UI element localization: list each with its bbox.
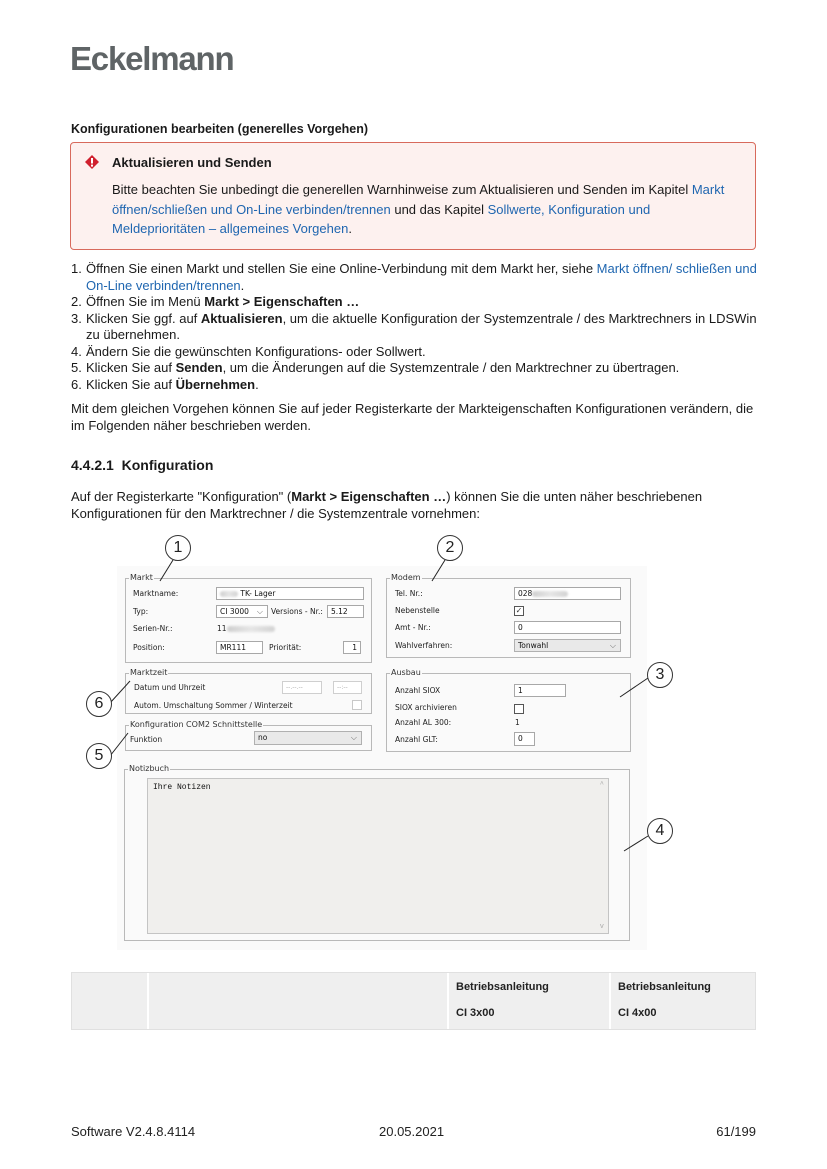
eckelmann-logo: Eckelmann — [70, 40, 234, 77]
group-legend: Notizbuch — [129, 764, 170, 773]
callout-3: 3 — [647, 662, 673, 688]
step-number: 4. — [71, 343, 82, 359]
label-typ: Typ: — [133, 607, 149, 616]
warning-title: Aktualisieren und Senden — [112, 155, 272, 170]
label-version: Versions - Nr.: — [271, 607, 323, 616]
chevron-down-icon: ⌵ — [609, 641, 616, 650]
step-bold: Aktualisieren — [200, 310, 283, 326]
step-bold: Übernehmen — [175, 376, 256, 392]
datum-input[interactable]: --.--.-- — [282, 681, 322, 694]
label-autom-umschaltung: Autom. Umschaltung Sommer / Winterzeit — [134, 701, 293, 710]
table-cell-empty — [149, 973, 449, 1029]
serien-text: 11 — [217, 624, 227, 633]
group-legend: Marktzeit — [130, 668, 168, 677]
table-text: CI 3x00 — [456, 1007, 495, 1019]
table-text: Betriebsanleitung — [618, 981, 711, 993]
notizbuch-text: Ihre Notizen — [153, 783, 211, 792]
wahlverfahren-value: Tonwahl — [518, 641, 549, 650]
step-bold: Markt > Eigenschaften … — [204, 294, 360, 309]
step-text: Klicken Sie auf — [86, 376, 176, 392]
para-text: Auf der Registerkarte "Konfiguration" ( — [71, 489, 292, 504]
label-wahlverfahren: Wahlverfahren: — [395, 641, 453, 650]
label-anzahl-siox: Anzahl SIOX — [395, 686, 441, 695]
anzahl-al300-value: 1 — [515, 718, 520, 727]
callout-4: 4 — [647, 818, 673, 844]
footer-software-version: Software V2.4.8.4114 — [71, 1124, 196, 1139]
table-text: Betriebsanleitung — [456, 981, 549, 993]
step-text: , um die Änderungen auf die Systemzentrale / den Marktrechner zu übertragen. — [222, 360, 680, 375]
nebenstelle-checkbox[interactable]: ✓ — [515, 606, 523, 615]
group-legend: Konfiguration COM2 Schnittstelle — [130, 720, 263, 729]
footer-date: 20.05.2021 — [379, 1124, 445, 1139]
para-text: ) können Sie die unten näher beschriebenen Konfigurationen für den Marktrechner / die Systemzentrale vornehmen: — [71, 489, 703, 521]
link-sollwerte-konfiguration[interactable]: Sollwerte, Konfiguration und Meldeprioritäten – allgemeines Vorgehen — [112, 201, 651, 236]
label-funktion: Funktion — [130, 735, 163, 744]
version-input[interactable]: 5.12 — [327, 605, 364, 618]
warning-text: und das Kapitel — [390, 201, 488, 217]
label-tel: Tel. Nr.: — [395, 589, 423, 598]
link-markt-oeffnen-step[interactable]: Markt öffnen/ schließen und On-Line verbinden/trennen — [86, 261, 757, 293]
group-legend: Modem — [391, 573, 421, 582]
label-amt: Amt - Nr.: — [395, 623, 431, 632]
table-cell-empty — [72, 973, 149, 1029]
scroll-down-icon[interactable]: v — [599, 923, 604, 931]
link-markt-oeffnen[interactable]: Markt öffnen/schließen und On-Line verbinden/trennen — [112, 182, 725, 217]
zeit-input[interactable]: --:-- — [333, 681, 362, 694]
tel-value: 028 — [518, 589, 533, 598]
callout-1: 1 — [165, 535, 191, 561]
table-cell-ci4x00 — [611, 973, 757, 1029]
footer-page-number: 61/199 — [716, 1124, 756, 1139]
step-number: 3. — [71, 310, 82, 326]
funktion-value: no — [258, 733, 268, 742]
para-bold: Markt > Eigenschaften … — [291, 489, 447, 504]
step-text: , um die aktuelle Konfiguration der Systemzentrale / des Marktrechners in LDSWin zu übernehmen. — [86, 310, 757, 342]
step-text: Öffnen Sie im Menü — [86, 294, 205, 309]
label-anzahl-al300: Anzahl AL 300: — [395, 718, 452, 727]
paragraph-intro: Mit dem gleichen Vorgehen können Sie auf jeder Registerkarte der Markteigenschaften Konfigurationen verändern, die im Folgenden näher beschrieben werden. — [71, 401, 754, 433]
step-number: 5. — [71, 360, 82, 375]
anzahl-siox-input[interactable]: 1 — [514, 684, 566, 697]
label-nebenstelle: Nebenstelle — [395, 606, 440, 615]
label-anzahl-glt: Anzahl GLT: — [395, 735, 438, 744]
document-footer-table — [71, 972, 756, 1030]
label-prioritaet: Priorität: — [269, 643, 302, 652]
label-marktname: Marktname: — [133, 589, 179, 598]
position-input[interactable]: MR111 — [216, 641, 263, 654]
warning-text: Bitte beachten Sie unbedingt die generellen Warnhinweise zum Aktualisieren und Senden im Kapitel — [112, 182, 692, 197]
amt-input[interactable]: 0 — [514, 621, 621, 634]
step-number: 2. — [71, 294, 82, 309]
step-number: 6. — [71, 376, 82, 392]
step-text: . — [240, 277, 245, 293]
step-text: Klicken Sie auf — [86, 360, 176, 375]
label-position: Position: — [133, 643, 165, 652]
chevron-down-icon: ⌵ — [256, 607, 263, 616]
step-text: Ändern Sie die gewünschten Konfigurations- oder Sollwert. — [86, 343, 426, 359]
step-text: . — [255, 376, 259, 392]
step-text: Öffnen Sie einen Markt und stellen Sie eine Online-Verbindung mit dem Markt her, siehe — [86, 261, 597, 276]
group-legend: Markt — [130, 573, 153, 582]
step-text: Klicken Sie ggf. auf — [86, 310, 201, 326]
chevron-down-icon: ⌵ — [350, 733, 357, 742]
label-siox-archivieren: SIOX archivieren — [395, 703, 457, 712]
prioritaet-input[interactable]: 1 — [343, 641, 361, 654]
label-datum: Datum und Uhrzeit — [134, 683, 206, 692]
typ-value: CI 3000 — [220, 607, 249, 616]
callout-6: 6 — [86, 691, 112, 717]
anzahl-glt-input[interactable]: 0 — [514, 732, 535, 746]
subsection-number: 4.4.2.1 — [71, 457, 114, 473]
step-bold: Senden — [175, 360, 223, 375]
marktname-value: TK- Lager — [240, 589, 276, 598]
scroll-up-icon[interactable]: ^ — [599, 781, 604, 789]
table-cell-ci3x00 — [449, 973, 611, 1029]
group-legend: Ausbau — [391, 668, 421, 677]
step-number: 1. — [71, 261, 82, 276]
warning-text: . — [348, 221, 352, 236]
subsection-title: Konfiguration — [121, 457, 214, 473]
table-text: CI 4x00 — [618, 1007, 657, 1019]
label-serien: Serien-Nr.: — [133, 624, 173, 633]
callout-5: 5 — [86, 743, 112, 769]
section-title: Konfigurationen bearbeiten (generelles Vorgehen) — [71, 122, 369, 136]
callout-2: 2 — [437, 535, 463, 561]
